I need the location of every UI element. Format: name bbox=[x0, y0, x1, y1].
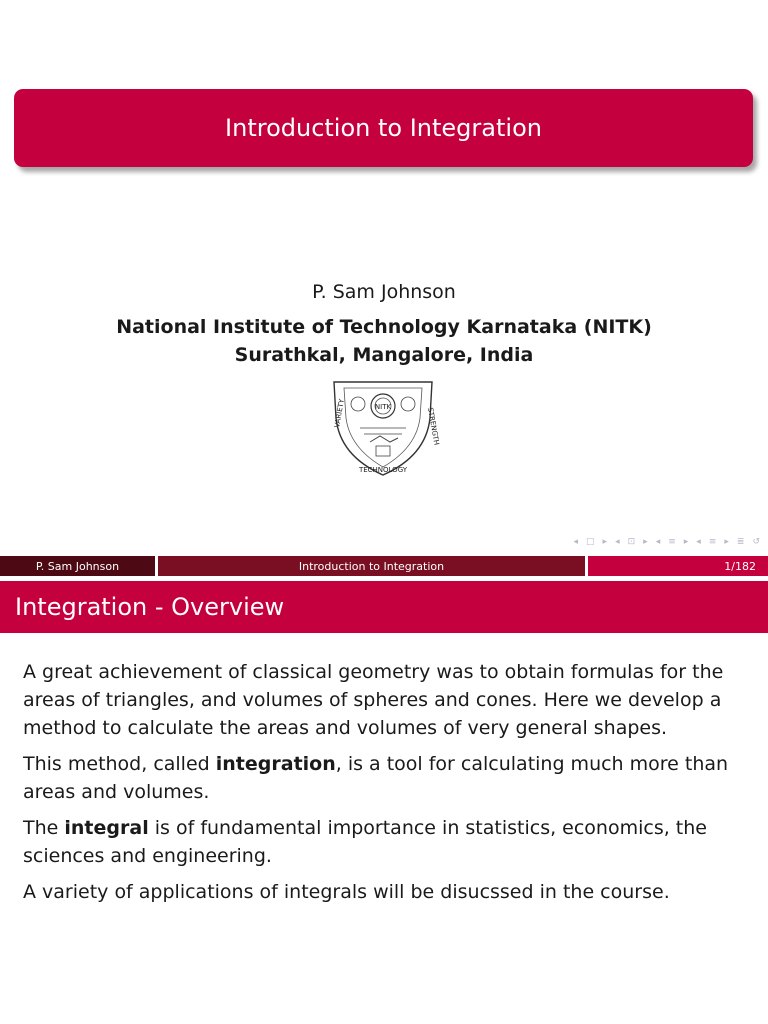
arrow-left-icon[interactable]: ◂ bbox=[573, 537, 579, 547]
slide-footer bbox=[0, 556, 768, 576]
text-span: , is a tool for calculating much more than areas and volumes. bbox=[23, 753, 729, 803]
logo-right-text: STRENGTH bbox=[426, 406, 441, 446]
logo-left-text: VARIETY bbox=[333, 398, 347, 429]
footer-title: Introduction to Integration bbox=[158, 556, 585, 576]
bold-term: integration bbox=[215, 753, 336, 775]
text-span: is of fundamental importance in statistics, economics, the sciences and engineering. bbox=[23, 817, 707, 867]
section-icon[interactable]: ≡ bbox=[708, 537, 717, 547]
text-span: This method, called bbox=[23, 753, 216, 775]
section-icon[interactable]: ≡ bbox=[668, 537, 676, 547]
arrow-left-icon[interactable]: ◂ bbox=[615, 537, 620, 547]
slide-title: Introduction to Integration bbox=[225, 114, 542, 142]
arrow-right-icon[interactable]: ▸ bbox=[643, 537, 648, 547]
text-span: The bbox=[23, 817, 65, 839]
arrow-left-icon[interactable]: ◂ bbox=[696, 537, 701, 547]
logo-bottom-text: TECHNOLOGY bbox=[358, 466, 408, 474]
slide-content bbox=[23, 658, 753, 914]
frame-icon[interactable]: □ bbox=[586, 537, 595, 547]
align-icon[interactable]: ≣ bbox=[736, 537, 745, 547]
author-name: P. Sam Johnson bbox=[312, 281, 456, 303]
title-banner bbox=[14, 89, 753, 167]
institution-name: National Institute of Technology Karnataka (NITK) bbox=[116, 316, 652, 338]
paragraph-3 bbox=[23, 814, 753, 870]
logo-center-text: NITK bbox=[374, 403, 392, 411]
bold-term: integral bbox=[64, 817, 149, 839]
frame-header bbox=[0, 581, 768, 633]
nitk-logo-icon bbox=[330, 378, 441, 478]
arrow-right-icon[interactable]: ▸ bbox=[683, 537, 689, 547]
beamer-navigation bbox=[574, 537, 761, 547]
footer-page-number: 1/182 bbox=[588, 556, 768, 576]
search-loop-icon[interactable]: ↺ bbox=[752, 537, 760, 547]
paragraph-1: A great achievement of classical geometry was to obtain formulas for the areas of triangles, and volumes of spheres and cones. Here we develop a method to calculate the areas and volumes of very general shapes. bbox=[23, 661, 724, 739]
arrow-right-icon[interactable]: ▸ bbox=[724, 537, 729, 547]
arrow-right-icon[interactable]: ▸ bbox=[602, 537, 608, 547]
paragraph-4: A variety of applications of integrals will be disucssed in the course. bbox=[23, 881, 670, 903]
paragraph-2 bbox=[23, 750, 753, 806]
institution-location: Surathkal, Mangalore, India bbox=[234, 344, 534, 366]
frame-title: Integration - Overview bbox=[15, 593, 285, 621]
footer-author: P. Sam Johnson bbox=[0, 556, 155, 576]
arrow-left-icon[interactable]: ◂ bbox=[655, 537, 661, 547]
subsection-icon[interactable]: ⊡ bbox=[627, 537, 636, 547]
